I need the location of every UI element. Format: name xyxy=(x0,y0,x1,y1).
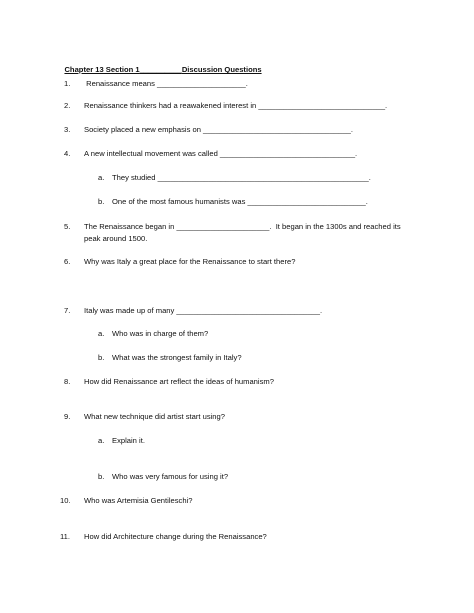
title-gap: __________ xyxy=(139,65,182,74)
subquestion-letter: b. xyxy=(98,353,105,362)
question-text: Renaissance means _____________________. xyxy=(84,79,248,88)
subquestion-letter: b. xyxy=(98,472,105,481)
title-chapter: Chapter 13 Section 1 xyxy=(64,65,140,74)
question-number: 5. xyxy=(64,222,71,231)
question-text: Society placed a new emphasis on ___________________________________. xyxy=(84,125,353,134)
question-number: 2. xyxy=(64,101,71,110)
question-number: 6. xyxy=(64,257,71,266)
question-number: 8. xyxy=(64,377,71,386)
question-number: 3. xyxy=(64,125,71,134)
subquestion-letter: a. xyxy=(98,329,105,338)
question-text: How did Renaissance art reflect the ideas of humanism? xyxy=(84,377,274,386)
question-text: Why was Italy a great place for the Renaissance to start there? xyxy=(84,257,296,266)
subquestion-text: Explain it. xyxy=(112,436,145,445)
subquestion-text: Who was very famous for using it? xyxy=(112,472,229,481)
subquestion-letter: a. xyxy=(98,173,105,182)
subquestion-text: What was the strongest family in Italy? xyxy=(112,353,242,362)
question-text: Italy was made up of many __________________________________. xyxy=(84,306,323,315)
subquestion-letter: b. xyxy=(98,197,105,206)
question-text: How did Architecture change during the Renaissance? xyxy=(84,532,267,541)
subquestion-text: They studied __________________________________________________. xyxy=(112,173,371,182)
question-text-continued: peak around 1500. xyxy=(84,234,148,243)
question-number: 1. xyxy=(64,79,71,88)
question-number: 9. xyxy=(64,412,71,421)
question-text: The Renaissance began in ______________________. It began in the 1300s and reached its xyxy=(84,222,401,231)
question-number: 11. xyxy=(60,532,70,541)
question-number: 4. xyxy=(64,149,71,158)
question-text: A new intellectual movement was called ________________________________. xyxy=(84,149,358,158)
title-discussion: Discussion Questions xyxy=(181,65,262,74)
question-number: 7. xyxy=(64,306,71,315)
subquestion-letter: a. xyxy=(98,436,105,445)
question-text: What new technique did artist start using? xyxy=(84,412,225,421)
subquestion-text: One of the most famous humanists was ____________________________. xyxy=(112,197,368,206)
question-number: 10. xyxy=(60,496,71,505)
question-text: Renaissance thinkers had a reawakened interest in ______________________________. xyxy=(84,101,388,110)
question-text: Who was Artemisia Gentileschi? xyxy=(84,496,193,505)
subquestion-text: Who was in charge of them? xyxy=(112,329,209,338)
